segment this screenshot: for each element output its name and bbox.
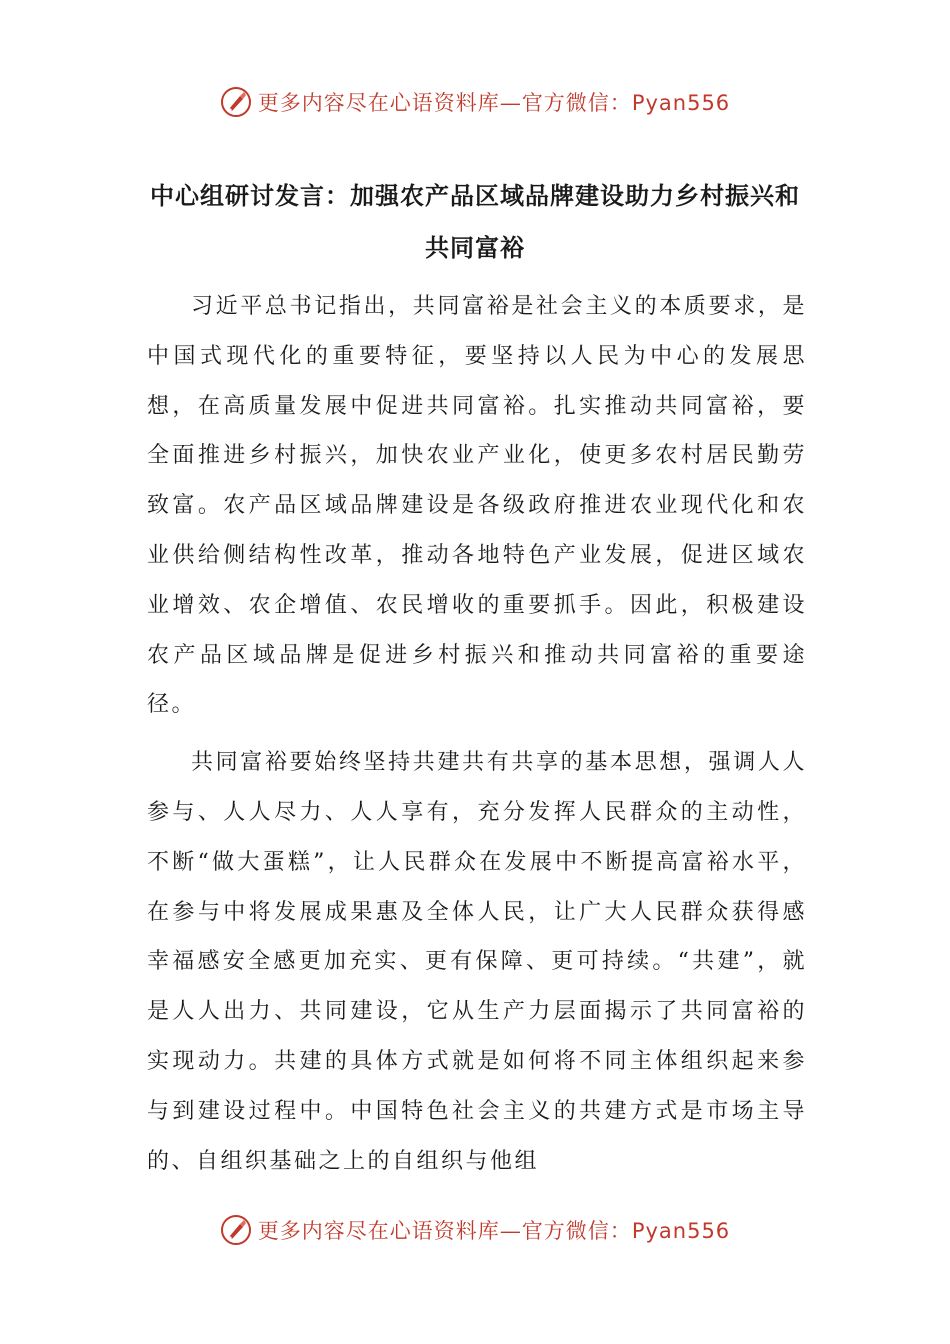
watermark-separator: — [499,1219,522,1243]
watermark-handle: Pyan556 [631,91,731,115]
document-title: 中心组研讨发言：加强农产品区域品牌建设助力乡村振兴和共同富裕 [150,182,800,262]
pen-nib-logo-icon [220,86,252,118]
watermark-contact: 官方微信： [521,91,632,115]
watermark-handle: Pyan556 [631,1219,731,1243]
document-body [147,282,807,1194]
paragraph-2: 共同富裕要始终坚持共建共有共享的基本思想，强调人人参与、人人尽力、人人享有，充分发挥人民群众的主动性，不断“做大蛋糕”，让人民群众在发展中不断提高富裕水平，在参与中将发展成果惠及全体人民，让广大人民群众获得感幸福感安全感更加充实、更有保障、更可持续。“共建”，就是人人出力、共同建设，它从生产力层面揭示了共同富裕的实现动力。共建的具体方式就是如何将不同主体组织起来参与到建设过程中。中国特色社会主义的共建方式是市场主导的、自组织基础之上的自组织与他组 [147,750,807,1174]
watermark-separator: — [499,91,522,115]
pen-nib-logo-icon [220,1214,252,1246]
watermark-header [0,82,950,122]
watermark-brand: 更多内容尽在心语资料库 [257,91,500,115]
watermark-text [258,1215,730,1245]
watermark-text [258,87,730,117]
watermark-footer [0,1210,950,1250]
watermark-brand: 更多内容尽在心语资料库 [257,1219,500,1243]
paragraph-1: 习近平总书记指出，共同富裕是社会主义的本质要求，是中国式现代化的重要特征，要坚持以人民为中心的发展思想，在高质量发展中促进共同富裕。扎实推动共同富裕，要全面推进乡村振兴，加快农业产业化，使更多农村居民勤劳致富。农产品区域品牌建设是各级政府推进农业现代化和农业供给侧结构性改革，推动各地特色产业发展，促进区域农业增效、农企增值、农民增收的重要抓手。因此，积极建设农产品区域品牌是促进乡村振兴和推动共同富裕的重要途径。 [147,294,807,718]
watermark-contact: 官方微信： [521,1219,632,1243]
